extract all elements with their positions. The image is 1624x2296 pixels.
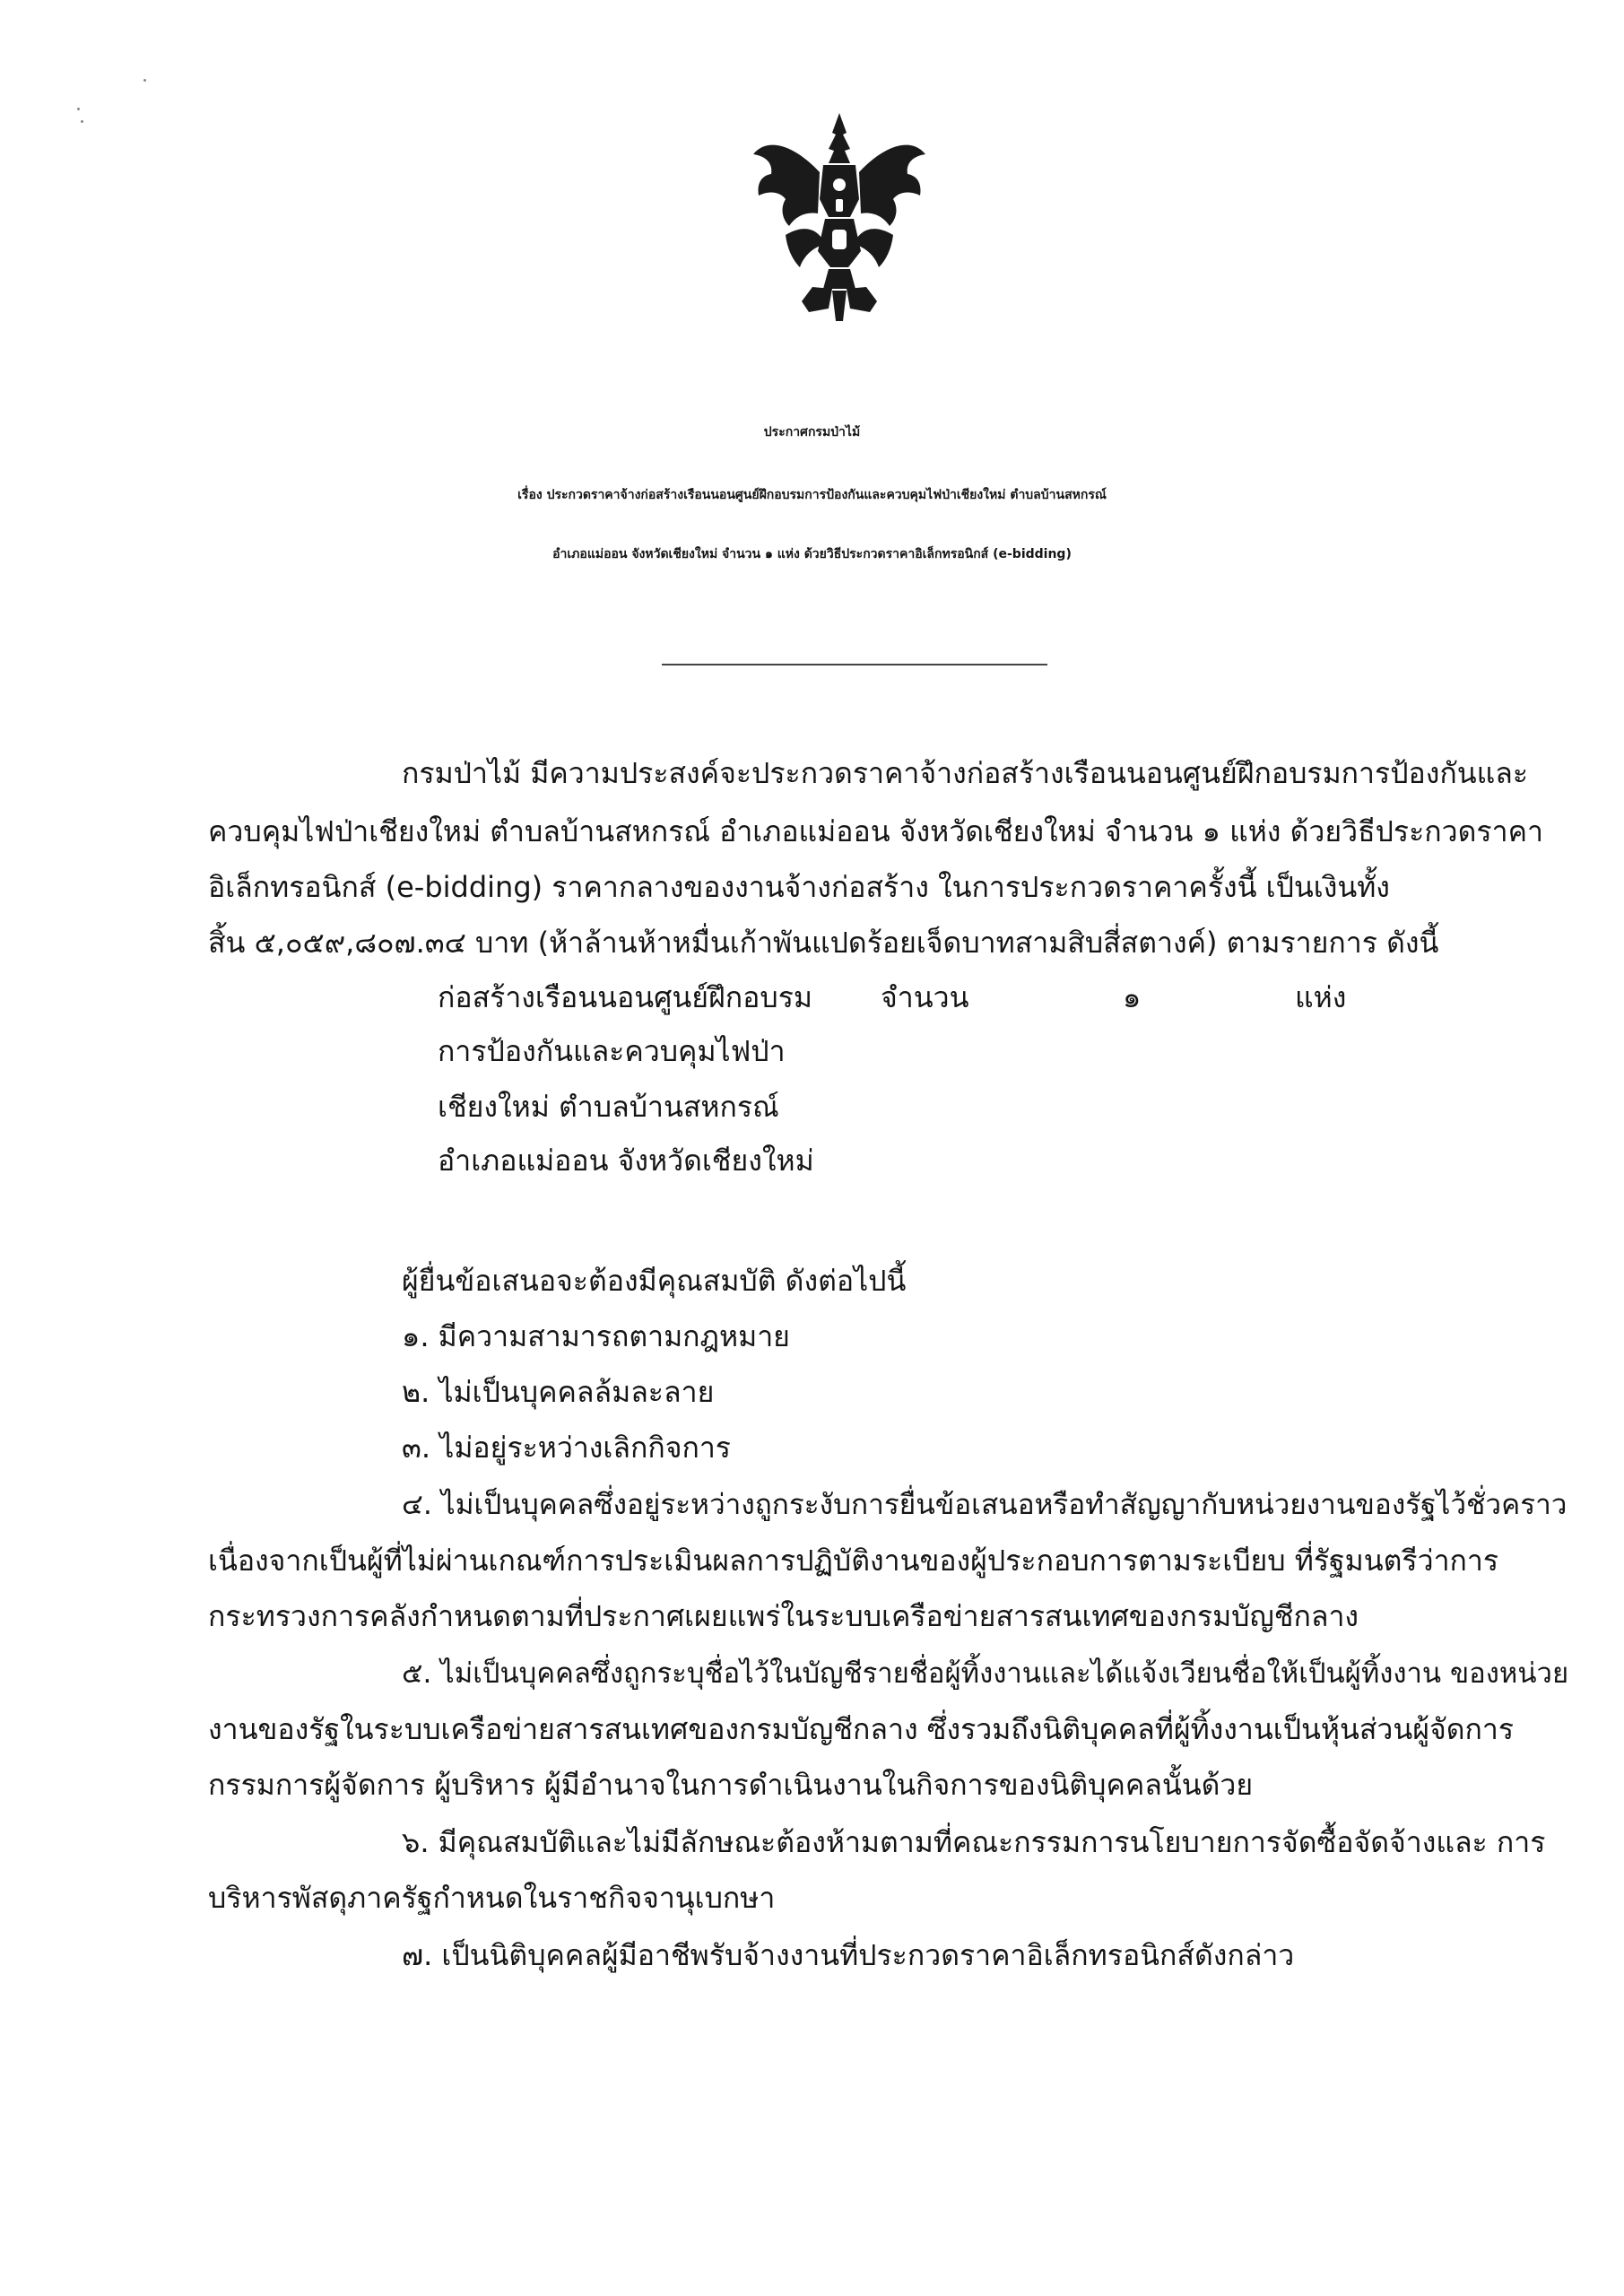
- announcement-subject-line1: เรื่อง ประกวดราคาจ้างก่อสร้างเรือนนอนศูนย์ฝึกอบรมการป้องกันและควบคุมไฟป่าเชียงใหม่ ตำบลบ้านสหกรณ์: [517, 488, 1107, 502]
- item-description: อำเภอแม่ออน จังหวัดเชียงใหม่: [438, 1144, 814, 1178]
- item-quantity-label: จำนวน: [881, 980, 969, 1014]
- announcement-subject-line2: อำเภอแม่ออน จังหวัดเชียงใหม่ จำนวน ๑ แห่ง ด้วยวิธีประกวดราคาอิเล็กทรอนิกส์ (e-bidding): [552, 547, 1072, 561]
- qualification-item-cont: บริหารพัสดุภาครัฐกำหนดในราชกิจจานุเบกษา: [208, 1881, 776, 1915]
- qualification-item-cont: งานของรัฐในระบบเครือข่ายสารสนเทศของกรมบัญชีกลาง ซึ่งรวมถึงนิติบุคคลที่ผู้ทิ้งงานเป็นหุ้นส่วนผู้จัดการ: [208, 1712, 1515, 1746]
- item-description: ก่อสร้างเรือนนอนศูนย์ฝึกอบรม: [438, 980, 812, 1014]
- item-quantity: ๑: [1123, 980, 1142, 1014]
- qualification-item: ๗. เป็นนิติบุคคลผู้มีอาชีพรับจ้างงานที่ประกวดราคาอิเล็กทรอนิกส์ดังกล่าว: [402, 1938, 1295, 1972]
- garuda-emblem-graphic: [750, 109, 929, 323]
- intro-line: สิ้น ๕,๐๕๙,๘๐๗.๓๔ บาท (ห้าล้านห้าหมื่นเก้าพันแปดร้อยเจ็ดบาทสามสิบสี่สตางค์) ตามรายการ ดังนี้: [208, 926, 1439, 960]
- qualification-item-cont: กรรมการผู้จัดการ ผู้บริหาร ผู้มีอำนาจในการดำเนินงานในกิจการของนิติบุคคลนั้นด้วย: [208, 1768, 1254, 1802]
- qualification-item-cont: เนื่องจากเป็นผู้ที่ไม่ผ่านเกณฑ์การประเมินผลการปฏิบัติงานของผู้ประกอบการตามระเบียบ ที่รัฐมนตรีว่าการ: [208, 1544, 1499, 1578]
- item-unit: แห่ง: [1295, 980, 1347, 1014]
- announcement-agency: ประกาศกรมป่าไม้: [763, 425, 861, 439]
- qualification-item: ๖. มีคุณสมบัติและไม่มีลักษณะต้องห้ามตามที่คณะกรรมการนโยบายการจัดซื้อจัดจ้างและ การ: [402, 1825, 1546, 1859]
- scan-speck: [81, 120, 83, 123]
- item-description: การป้องกันและควบคุมไฟป่า: [438, 1034, 786, 1068]
- scan-speck: [77, 108, 80, 110]
- intro-line: ควบคุมไฟป่าเชียงใหม่ ตำบลบ้านสหกรณ์ อำเภอแม่ออน จังหวัดเชียงใหม่ จำนวน ๑ แห่ง ด้วยวิธีประกวดราคา: [208, 814, 1543, 848]
- qualification-item: ๕. ไม่เป็นบุคคลซึ่งถูกระบุชื่อไว้ในบัญชีรายชื่อผู้ทิ้งงานและได้แจ้งเวียนชื่อให้เป็นผู้ทิ้งงาน ของหน่วย: [402, 1657, 1569, 1690]
- garuda-emblem: [750, 109, 929, 323]
- scan-speck: [143, 79, 146, 82]
- qualifications-heading: ผู้ยื่นข้อเสนอจะต้องมีคุณสมบัติ ดังต่อไปนี้: [402, 1264, 907, 1298]
- title-divider: [662, 664, 1047, 665]
- qualification-item: ๓. ไม่อยู่ระหว่างเลิกกิจการ: [402, 1431, 731, 1465]
- intro-line: กรมป่าไม้ มีความประสงค์จะประกวดราคาจ้างก่อสร้างเรือนนอนศูนย์ฝึกอบรมการป้องกันและ: [402, 756, 1529, 790]
- item-description: เชียงใหม่ ตำบลบ้านสหกรณ์: [438, 1090, 779, 1124]
- qualification-item: ๒. ไม่เป็นบุคคลล้มละลาย: [402, 1375, 715, 1409]
- qualification-item-cont: กระทรวงการคลังกำหนดตามที่ประกาศเผยแพร่ในระบบเครือข่ายสารสนเทศของกรมบัญชีกลาง: [208, 1599, 1359, 1633]
- intro-line: อิเล็กทรอนิกส์ (e-bidding) ราคากลางของงานจ้างก่อสร้าง ในการประกวดราคาครั้งนี้ เป็นเงินทั้ง: [208, 870, 1390, 904]
- qualification-item: ๑. มีความสามารถตามกฎหมาย: [402, 1319, 790, 1353]
- qualification-item: ๔. ไม่เป็นบุคคลซึ่งอยู่ระหว่างถูกระงับการยื่นข้อเสนอหรือทำสัญญากับหน่วยงานของรัฐไว้ชั่วคราว: [402, 1489, 1568, 1521]
